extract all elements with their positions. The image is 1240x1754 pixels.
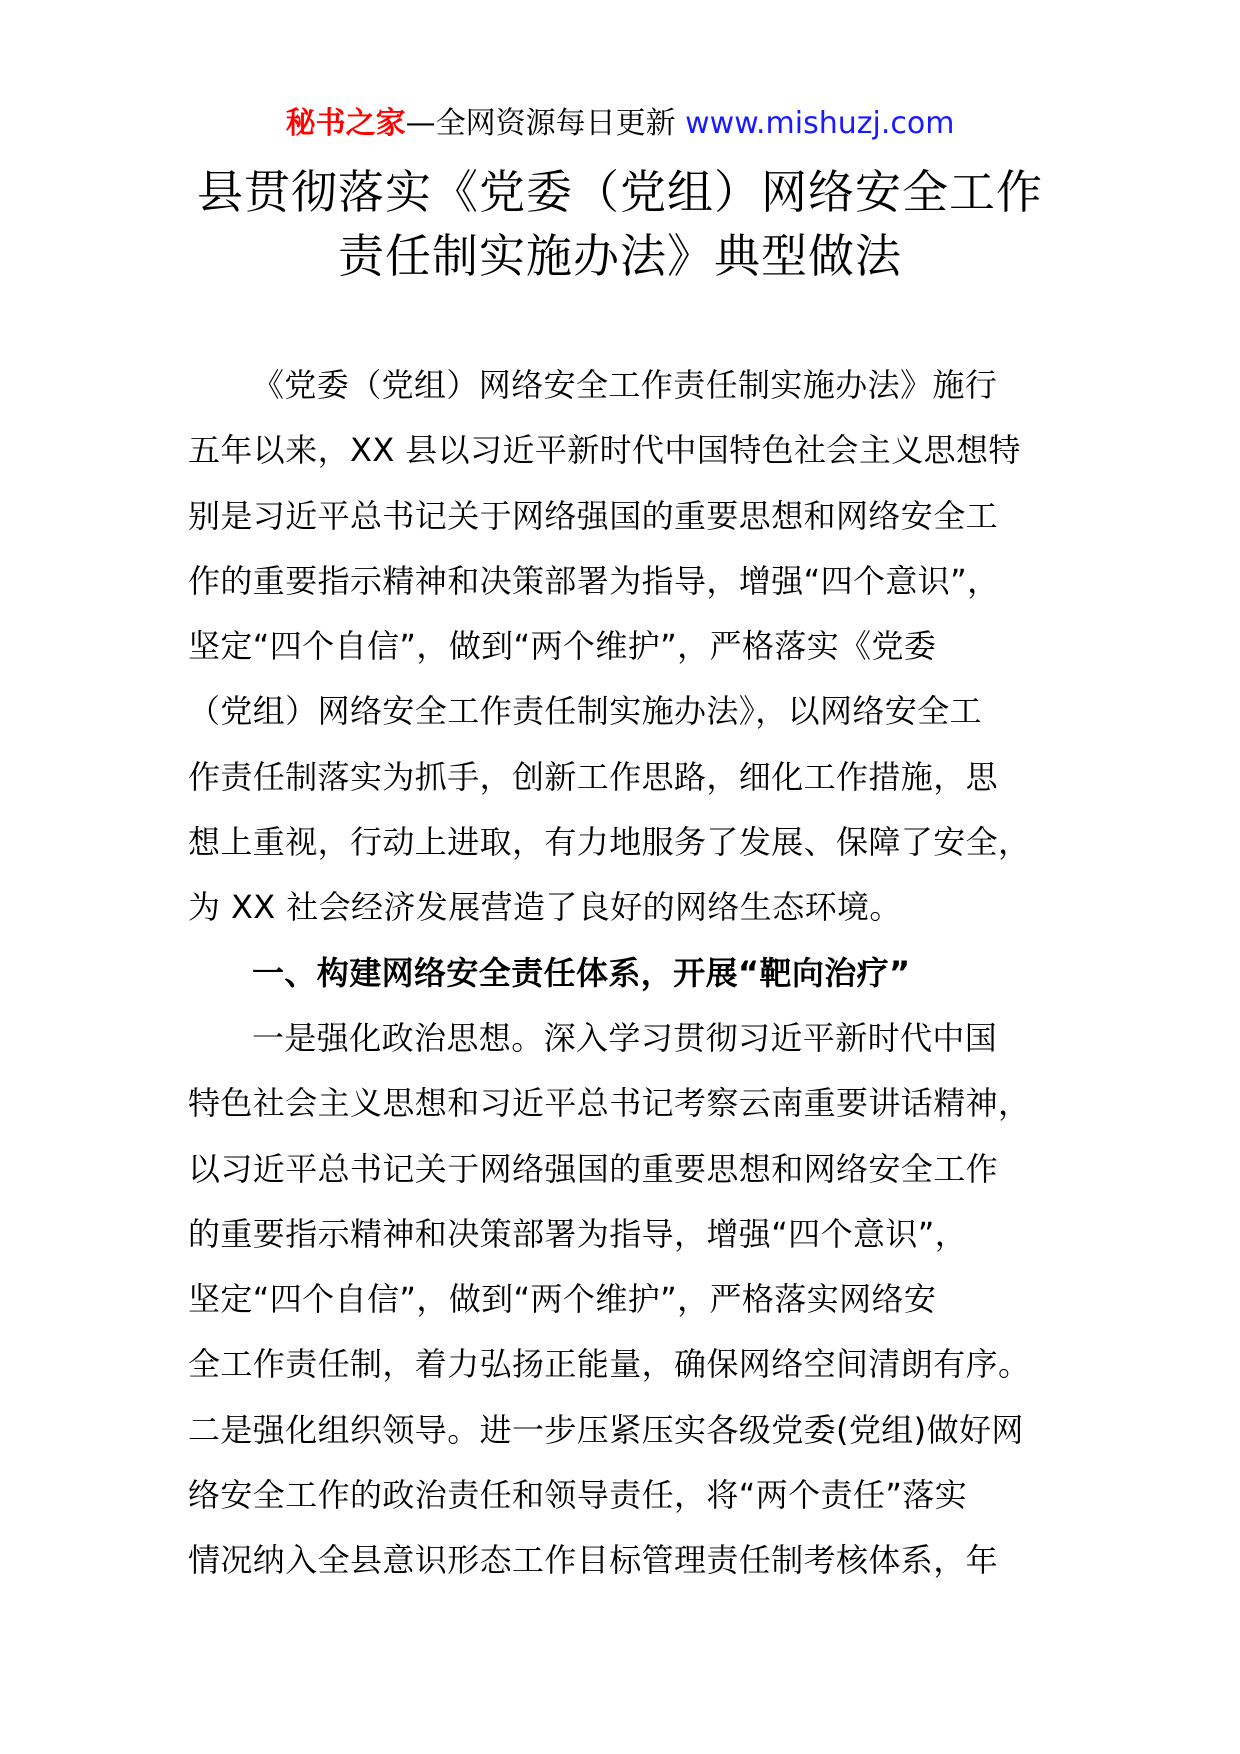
site-url-link[interactable]: www.mishuzj.com (685, 106, 955, 141)
document-body (188, 353, 1052, 1594)
title-line-2: 责任制实施办法》典型做法 (338, 229, 902, 283)
body-line: 二是强化组织领导。进一步压紧压实各级党委(党组)做好网 (188, 1410, 1024, 1449)
page-header (0, 100, 1240, 148)
section-heading: 一、构建网络安全责任体系，开展“靶向治疗” (252, 953, 911, 992)
body-line: 情况纳入全县意识形态工作目标管理责任制考核体系，年 (188, 1541, 999, 1580)
header-slogan: —全网资源每日更新 (405, 106, 686, 141)
body-line: 坚定“四个自信”，做到“两个维护”，严格落实网络安 (188, 1280, 937, 1319)
body-line: 络安全工作的政治责任和领导责任，将“两个责任”落实 (188, 1476, 968, 1515)
body-line: （党组）网络安全工作责任制实施办法》，以网络安全工 (188, 692, 983, 731)
body-line: 《党委（党组）网络安全工作责任制实施办法》施行 (252, 366, 998, 404)
body-line: 为 XX 社会经济发展营造了良好的网络生态环境。 (188, 888, 902, 927)
body-line: 以习近平总书记关于网络强国的重要思想和网络安全工作 (188, 1149, 999, 1188)
body-line: 五年以来，XX 县以习近平新时代中国特色社会主义思想特 (188, 431, 1021, 470)
title-line-1: 县贯彻落实《党委（党组）网络安全工作 (197, 165, 1043, 219)
document-title (0, 160, 1240, 288)
body-line: 别是习近平总书记关于网络强国的重要思想和网络安全工 (188, 496, 999, 535)
body-line: 想上重视，行动上进取，有力地服务了发展、保障了安全， (188, 823, 1031, 862)
body-line: 特色社会主义思想和习近平总书记考察云南重要讲话精神， (188, 1084, 1031, 1123)
body-line: 坚定“四个自信”，做到“两个维护”，严格落实《党委 (188, 627, 937, 666)
body-line: 一是强化政治思想。深入学习贯彻习近平新时代中国 (252, 1018, 998, 1057)
body-line: 的重要指示精神和决策部署为指导，增强“四个意识”， (188, 1214, 968, 1253)
body-line: 作责任制落实为抓手，创新工作思路，细化工作措施，思 (188, 757, 999, 796)
brand-name: 秘书之家 (285, 106, 406, 141)
body-line: 作的重要指示精神和决策部署为指导，增强“四个意识”， (188, 561, 1000, 600)
body-line: 全工作责任制，着力弘扬正能量，确保网络空间清朗有序。 (188, 1345, 1031, 1384)
